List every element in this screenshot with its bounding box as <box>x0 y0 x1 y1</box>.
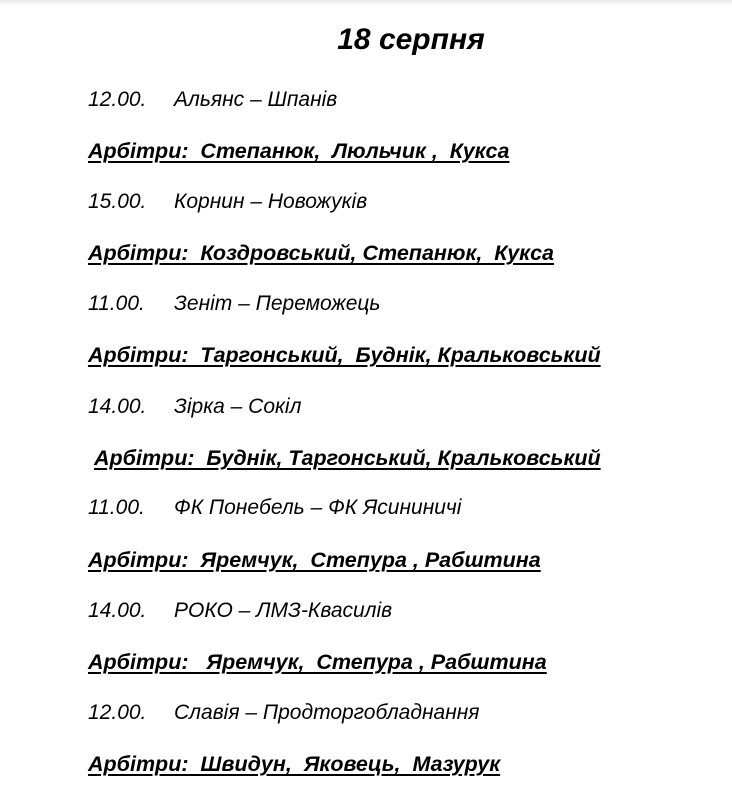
match-teams: Альянс – Шпанів <box>174 88 338 111</box>
match-line-1 <box>88 86 337 114</box>
match-time: 14.00. <box>88 599 147 622</box>
match-time: 11.00. <box>88 496 145 519</box>
referees-line-6: Арбітри: Яремчук, Степура , Рабштина <box>88 650 547 674</box>
referees-line-1: Арбітри: Степанюк, Люльчик , Кукса <box>88 139 510 163</box>
match-teams: ФК Понебель – ФК Ясининичі <box>174 496 462 519</box>
referees-line-5: Арбітри: Яремчук, Степура , Рабштина <box>88 548 541 572</box>
match-line-3 <box>88 290 380 318</box>
match-line-6 <box>88 597 392 625</box>
match-teams: Славія – Продторгобладнання <box>174 701 480 724</box>
referees-line-3: Арбітри: Таргонський, Буднік, Кральковський <box>88 343 601 367</box>
match-time: 12.00. <box>88 88 147 111</box>
match-line-7 <box>88 699 480 727</box>
match-teams: Зірка – Сокіл <box>174 395 302 418</box>
match-line-5 <box>88 494 461 522</box>
referees-line-7: Арбітри: Швидун, Яковець, Мазурук <box>88 752 501 776</box>
match-line-2 <box>88 188 367 216</box>
top-edge-shadow <box>0 0 732 6</box>
match-time: 14.00. <box>88 395 147 418</box>
match-time: 11.00. <box>88 292 145 315</box>
match-time: 12.00. <box>88 701 147 724</box>
match-time: 15.00. <box>88 190 147 213</box>
match-teams: Зеніт – Переможець <box>174 292 381 315</box>
match-line-4 <box>88 393 301 421</box>
referees-line-4: Арбітри: Буднік, Таргонський, Кральковський <box>94 446 601 470</box>
match-teams: РОКО – ЛМЗ-Квасилів <box>174 599 393 622</box>
match-teams: Корнин – Новожуків <box>174 190 368 213</box>
referees-line-2: Арбітри: Коздровський, Степанюк, Кукса <box>88 241 554 265</box>
page-title: 18 серпня <box>337 23 485 56</box>
